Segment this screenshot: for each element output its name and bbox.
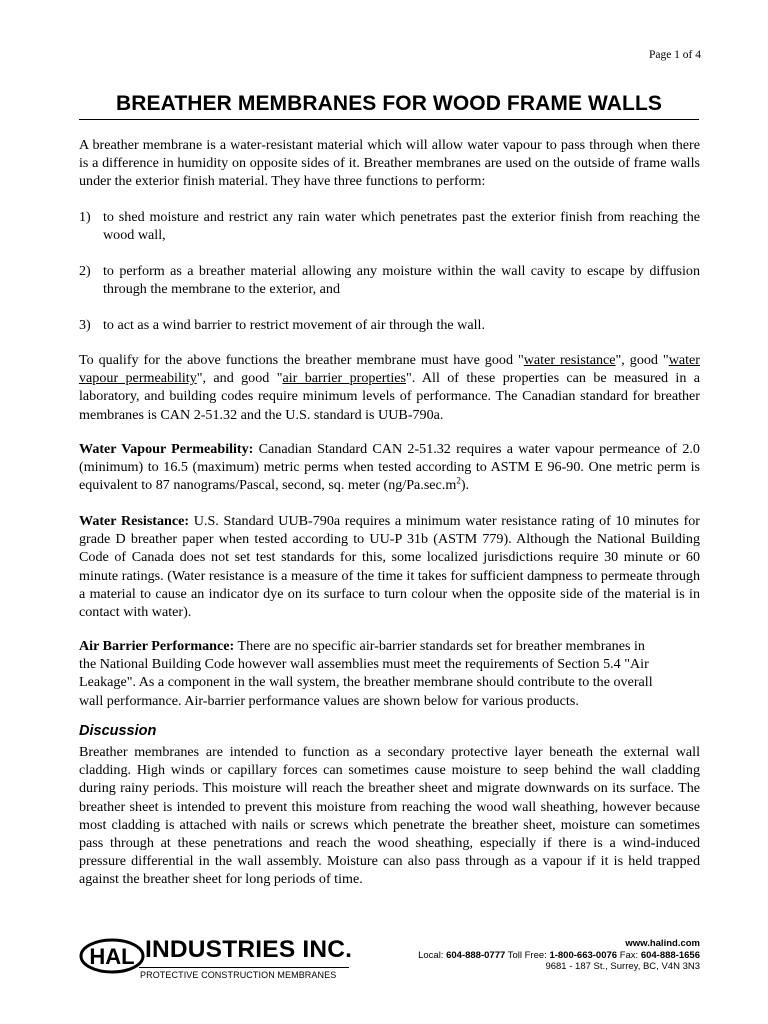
website-link[interactable]: www.halind.com xyxy=(625,938,700,949)
tagline-rule xyxy=(139,967,349,968)
company-tagline: PROTECTIVE CONSTRUCTION MEMBRANES xyxy=(140,970,337,980)
air-barrier-line: There are no specific air-barrier standards set for breather membranes in xyxy=(234,638,645,654)
page-title: BREATHER MEMBRANES FOR WOOD FRAME WALLS xyxy=(116,92,662,115)
phone-line xyxy=(418,950,700,962)
function-text: to act as a wind barrier to restrict movement of air through the wall. xyxy=(103,317,485,333)
fax-number: 604-888-1656 xyxy=(640,949,700,961)
permeability-heading: Water Vapour Permeability: xyxy=(79,441,254,457)
function-number: 3) xyxy=(79,317,91,333)
function-text: to perform as a breather material allowing any moisture within the wall cavity to escape by diffusion through the membrane to the exterior, and xyxy=(103,263,700,298)
resistance-heading: Water Resistance: xyxy=(79,513,190,529)
discussion-paragraph: Breather membranes are intended to function as a secondary protective layer beneath the external wall cladding. High winds or capillary forces can sometimes cause moisture to seep behind the wall cladding during rainy periods. This moisture will reach the breather sheet and migrate downwards on its surface. The breather sheet is intended to prevent this moisture from reaching the wood wall sheathing, however because most cladding is attached with nails or screws which penetrate the breather sheet, moisture can sometimes pass through at these penetrations and reach the wood sheathing, especially if there is a wind-induced pressure differential in the wall assembly. Moisture can also pass through as a vapour if it is held trapped against the breather sheet for long periods of time. xyxy=(79,744,700,888)
air-barrier-properties-link[interactable]: air barrier properties xyxy=(282,370,406,387)
footer xyxy=(79,915,700,985)
hal-logo-mark xyxy=(79,938,145,974)
page-number: Page 1 of 4 xyxy=(648,49,701,61)
tollfree-phone: 1-800-663-0076 xyxy=(549,949,618,961)
qualify-text: ", and good " xyxy=(196,370,283,387)
contact-info xyxy=(418,938,700,973)
local-phone: 604-888-0777 xyxy=(446,949,506,961)
superscript: 2 xyxy=(456,475,461,486)
resistance-paragraph xyxy=(79,512,700,621)
function-number: 1) xyxy=(79,209,91,225)
qualify-text: ". All of these properties can be measured in a laboratory, and building codes require minimum levels of performance. The Canadian standard for breather membranes is CAN 2-51.32 and the U.S. standard is UUB-790a. xyxy=(79,370,701,423)
intro-paragraph: A breather membrane is a water-resistant material which will allow water vapour to pass through when there is a difference in humidity on opposite sides of it. Breather membranes are used on the outside of frame walls under the exterior finish material. They have three functions to perform: xyxy=(79,137,700,190)
logo-mark-text: HAL xyxy=(89,944,135,969)
tollfree-label: Toll Free: xyxy=(505,949,550,961)
function-text: to shed moisture and restrict any rain water which penetrates past the exterior finish from reaching the wood wall, xyxy=(103,209,700,244)
title-rule xyxy=(79,119,699,120)
function-item-3 xyxy=(79,316,700,334)
company-logo xyxy=(79,915,354,985)
permeability-paragraph xyxy=(79,440,700,495)
air-barrier-line: wall performance. Air-barrier performance values are shown below for various products. xyxy=(79,692,579,709)
permeability-text: Canadian Standard CAN 2-51.32 requires a water vapour permeance of 2.0 (minimum) to 16.5 (maximum) metric perms when tested according to ASTM E 96-90. One metric perm is equivalent to 87 nanograms/Pascal, second, sq. meter (ng/Pa.sec.m xyxy=(79,441,700,494)
air-barrier-paragraph xyxy=(79,637,700,710)
qualify-text: ", good " xyxy=(615,352,669,368)
resistance-text: U.S. Standard UUB-790a requires a minimum water resistance rating of 10 minutes for grade D breather paper when tested according to UU-P 31b (ASTM 779). Although the National Building Code of Canada does not set test standards for this, some localized jurisdictions require 30 minute or 60 minute ratings. (Water resistance is a measure of the time it takes for sufficient dampness to permeate through a material to cause an indicator dye on its surface to turn colour when the opposite side of the material is in contact with water). xyxy=(79,513,700,621)
air-barrier-heading: Air Barrier Performance: xyxy=(79,638,235,654)
water-resistance-link[interactable]: water resistance xyxy=(523,352,616,368)
function-number: 2) xyxy=(79,263,91,279)
qualify-paragraph xyxy=(79,351,700,424)
air-barrier-line: the National Building Code however wall assemblies must meet the requirements of Section 5.4 "Air xyxy=(79,656,649,673)
permeability-end: ). xyxy=(460,477,470,494)
discussion-heading: Discussion xyxy=(79,723,157,739)
function-item-2 xyxy=(79,262,700,298)
water-vapour-permeability-link[interactable]: water vapour permeability xyxy=(79,352,701,387)
local-label: Local: xyxy=(418,949,447,961)
fax-label: Fax: xyxy=(617,949,641,961)
air-barrier-line: Leakage". As a component in the wall system, the breather membrane should contribute to the overall xyxy=(79,674,653,691)
function-item-1 xyxy=(79,208,700,244)
qualify-text: To qualify for the above functions the breather membrane must have good " xyxy=(79,352,524,368)
address: 9681 - 187 St., Surrey, BC, V4N 3N3 xyxy=(545,961,700,972)
company-name: INDUSTRIES INC. xyxy=(145,936,353,963)
